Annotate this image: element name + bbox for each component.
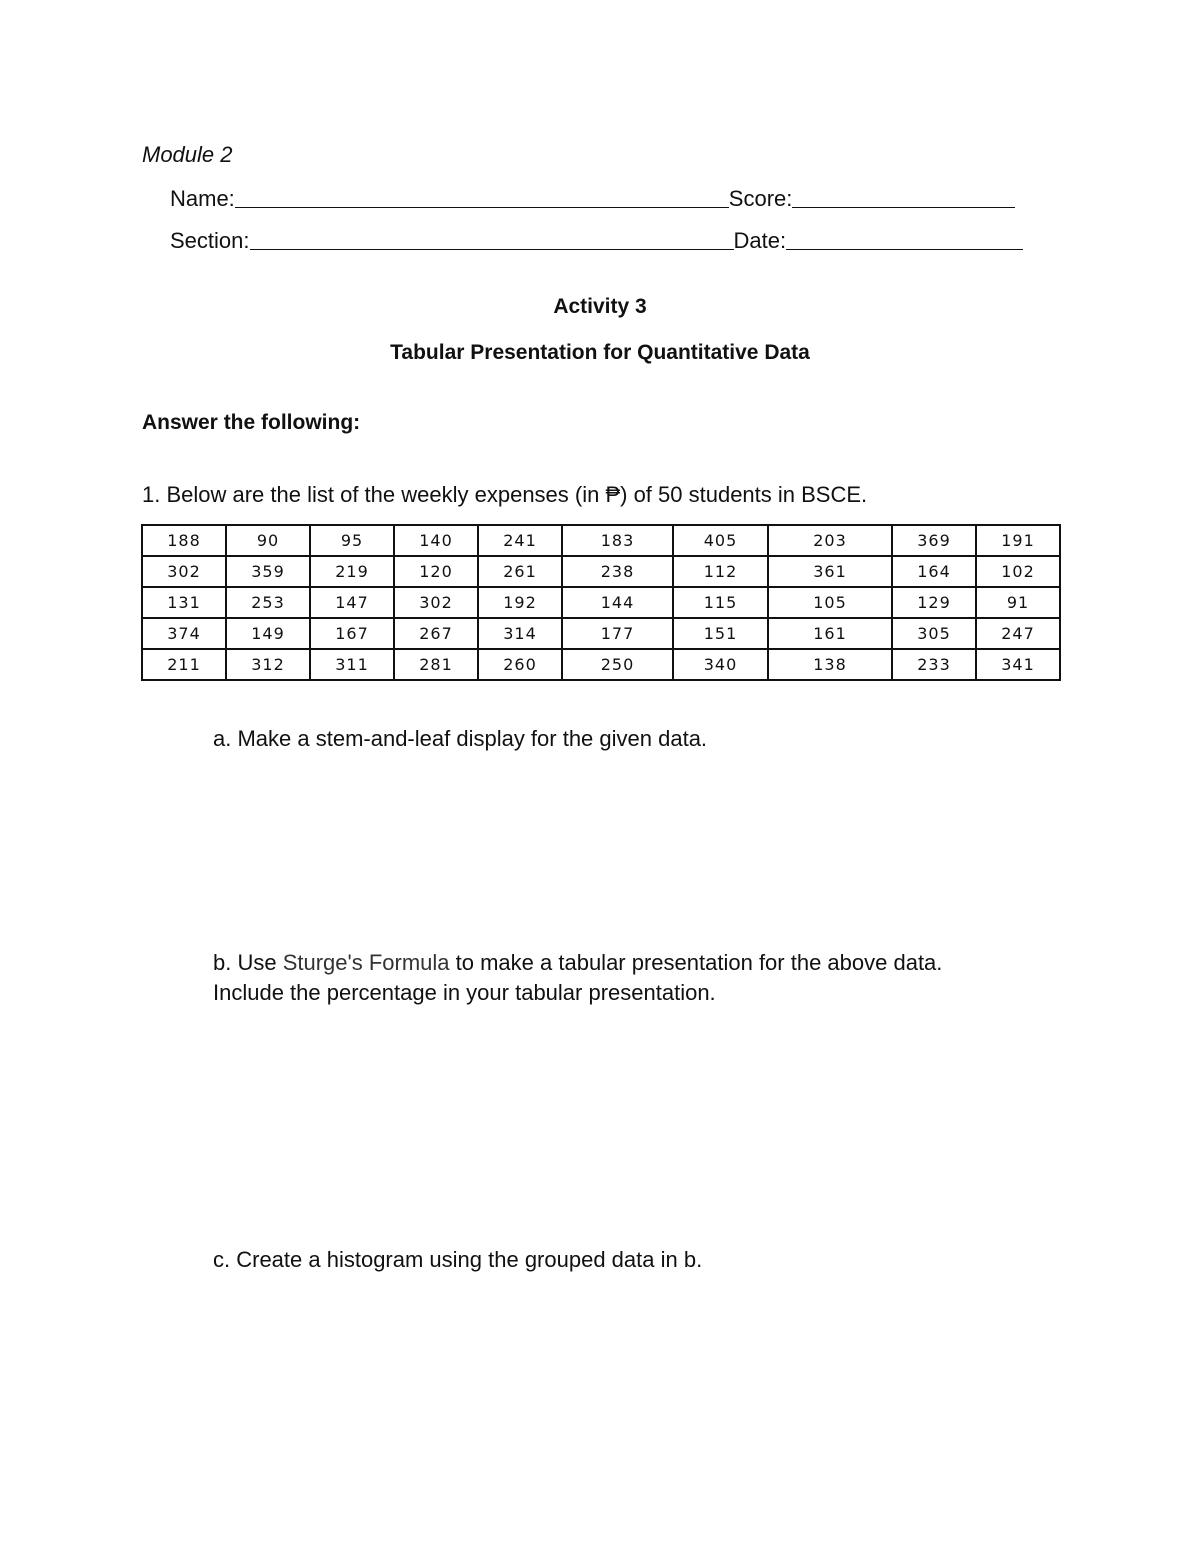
table-cell: 138 bbox=[768, 649, 892, 680]
table-cell: 302 bbox=[142, 556, 226, 587]
table-cell: 314 bbox=[478, 618, 562, 649]
table-cell: 115 bbox=[673, 587, 768, 618]
question-1: 1. Below are the list of the weekly expenses (in ₱) of 50 students in BSCE. bbox=[142, 482, 868, 507]
table-cell: 312 bbox=[226, 649, 310, 680]
table-cell: 302 bbox=[394, 587, 478, 618]
score-label: Score: bbox=[728, 186, 793, 211]
table-cell: 151 bbox=[673, 618, 768, 649]
sub-b-suffix: to make a tabular presentation for the above data. bbox=[449, 950, 943, 975]
section-label: Section: bbox=[170, 228, 250, 253]
table-cell: 261 bbox=[478, 556, 562, 587]
table-cell: 260 bbox=[478, 649, 562, 680]
table-row bbox=[142, 649, 1060, 680]
table-cell: 129 bbox=[892, 587, 976, 618]
module-label: Module 2 bbox=[142, 142, 233, 167]
table-cell: 361 bbox=[768, 556, 892, 587]
name-label: Name: bbox=[170, 186, 235, 211]
table-cell: 161 bbox=[768, 618, 892, 649]
table-cell: 164 bbox=[892, 556, 976, 587]
expenses-table bbox=[141, 524, 1061, 681]
table-cell: 105 bbox=[768, 587, 892, 618]
section-date-row bbox=[170, 224, 1032, 254]
instruction-heading: Answer the following: bbox=[142, 411, 361, 434]
table-cell: 405 bbox=[673, 525, 768, 556]
table-cell: 211 bbox=[142, 649, 226, 680]
table-cell: 177 bbox=[562, 618, 673, 649]
table-cell: 233 bbox=[892, 649, 976, 680]
table-row bbox=[142, 587, 1060, 618]
table-cell: 253 bbox=[226, 587, 310, 618]
table-cell: 281 bbox=[394, 649, 478, 680]
date-blank[interactable] bbox=[786, 227, 1023, 250]
table-cell: 140 bbox=[394, 525, 478, 556]
table-cell: 95 bbox=[310, 525, 394, 556]
table-cell: 241 bbox=[478, 525, 562, 556]
expenses-table-body bbox=[142, 525, 1060, 680]
table-cell: 340 bbox=[673, 649, 768, 680]
table-row bbox=[142, 556, 1060, 587]
table-cell: 147 bbox=[310, 587, 394, 618]
table-row bbox=[142, 618, 1060, 649]
table-cell: 144 bbox=[562, 587, 673, 618]
table-cell: 267 bbox=[394, 618, 478, 649]
table-cell: 167 bbox=[310, 618, 394, 649]
date-label: Date: bbox=[733, 228, 787, 253]
sturges-formula-text: Sturge's Formula bbox=[282, 950, 450, 975]
table-cell: 311 bbox=[310, 649, 394, 680]
section-blank[interactable] bbox=[250, 227, 734, 250]
table-cell: 374 bbox=[142, 618, 226, 649]
table-cell: 369 bbox=[892, 525, 976, 556]
table-cell: 120 bbox=[394, 556, 478, 587]
table-cell: 191 bbox=[976, 525, 1060, 556]
sub-question-b-line2: Include the percentage in your tabular presentation. bbox=[213, 980, 716, 1005]
table-cell: 247 bbox=[976, 618, 1060, 649]
score-blank[interactable] bbox=[792, 185, 1015, 208]
activity-title: Activity 3 bbox=[553, 295, 647, 318]
table-row bbox=[142, 525, 1060, 556]
table-cell: 131 bbox=[142, 587, 226, 618]
sub-question-a: a. Make a stem-and-leaf display for the given data. bbox=[213, 726, 708, 751]
table-cell: 219 bbox=[310, 556, 394, 587]
table-cell: 91 bbox=[976, 587, 1060, 618]
table-cell: 341 bbox=[976, 649, 1060, 680]
table-cell: 203 bbox=[768, 525, 892, 556]
table-cell: 112 bbox=[673, 556, 768, 587]
table-cell: 90 bbox=[226, 525, 310, 556]
table-cell: 192 bbox=[478, 587, 562, 618]
table-cell: 149 bbox=[226, 618, 310, 649]
name-blank[interactable] bbox=[235, 185, 729, 208]
sub-question-b bbox=[213, 950, 942, 976]
table-cell: 305 bbox=[892, 618, 976, 649]
table-cell: 359 bbox=[226, 556, 310, 587]
table-cell: 183 bbox=[562, 525, 673, 556]
name-score-row bbox=[170, 182, 1032, 212]
sub-b-prefix: b. Use bbox=[213, 950, 283, 975]
sub-question-c: c. Create a histogram using the grouped data in b. bbox=[213, 1247, 703, 1272]
table-cell: 188 bbox=[142, 525, 226, 556]
table-cell: 238 bbox=[562, 556, 673, 587]
table-cell: 250 bbox=[562, 649, 673, 680]
activity-subtitle: Tabular Presentation for Quantitative Data bbox=[390, 341, 810, 364]
table-cell: 102 bbox=[976, 556, 1060, 587]
